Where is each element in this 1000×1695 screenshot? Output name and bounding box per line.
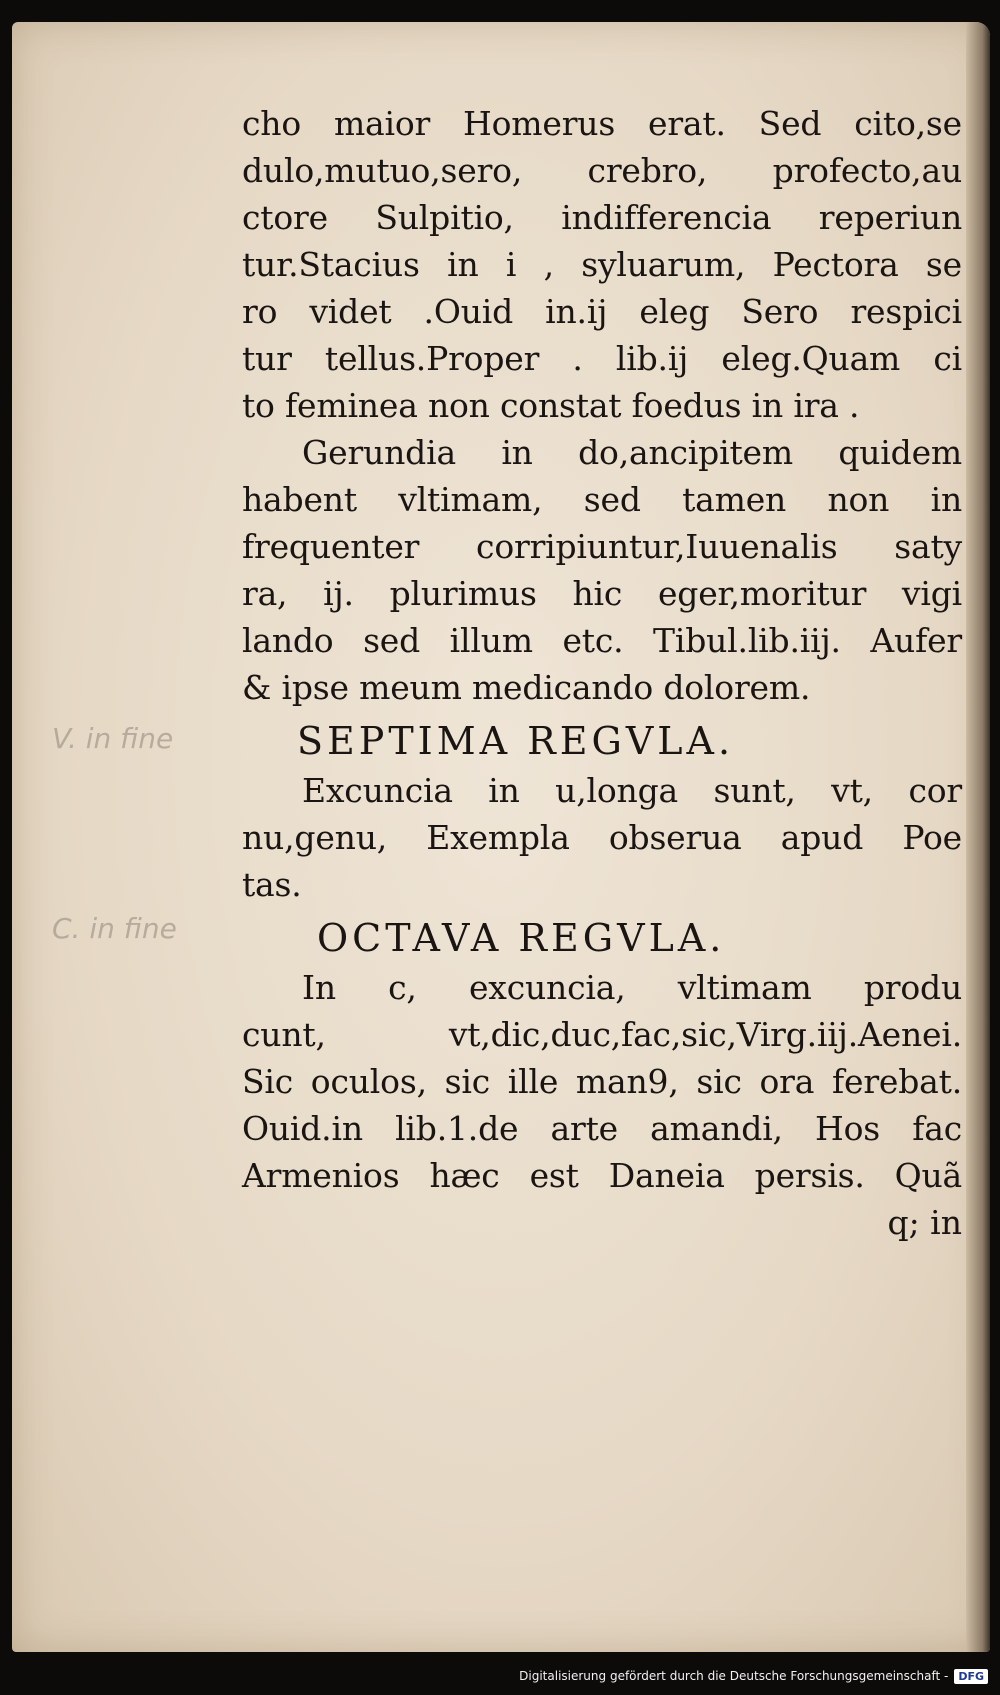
- text-line: tur.Stacius in i , syluarum, Pectora se: [242, 245, 962, 284]
- text-line: lando sed illum etc. Tibul.lib.iij. Aufer: [242, 621, 962, 660]
- text-line: Armenios hæc est Daneia persis. Quã: [242, 1156, 962, 1195]
- digitization-footer: [519, 1663, 988, 1689]
- page-edge: [966, 22, 990, 1652]
- text-line: Gerundia in do,ancipitem quidem: [302, 433, 962, 472]
- text-line: dulo,mutuo,sero, crebro, profecto,au: [242, 151, 962, 190]
- text-block: [242, 100, 962, 1246]
- text-line: habent vltimam, sed tamen non in: [242, 480, 962, 519]
- text-line: frequenter corripiuntur,Iuuenalis saty: [242, 527, 962, 566]
- dfg-logo-icon: DFG: [954, 1669, 988, 1684]
- section-heading-octava: OCTAVA REGVLA.: [317, 916, 726, 960]
- text-line: ctore Sulpitio, indifferencia reperiun: [242, 198, 962, 237]
- text-line: nu,genu, Exempla obserua apud Poe: [242, 818, 962, 857]
- text-line: cho maior Homerus erat. Sed cito,se: [242, 104, 962, 143]
- text-line: ra, ij. plurimus hic eger,moritur vigi: [242, 574, 962, 613]
- book-page: [12, 22, 990, 1652]
- text-line: ro videt .Ouid in.ij eleg Sero respici: [242, 292, 962, 331]
- margin-note-1: V. in fine: [52, 722, 174, 755]
- text-line: Ouid.in lib.1.de arte amandi, Hos fac: [242, 1109, 962, 1148]
- text-line: In c, excuncia, vltimam produ: [302, 968, 962, 1007]
- catchword: q; in: [887, 1203, 962, 1242]
- text-line: cunt, vt,dic,duc,fac,sic,Virg.iij.Aenei.: [242, 1015, 962, 1054]
- margin-note-2: C. in fine: [52, 912, 177, 945]
- text-line: tas.: [242, 865, 302, 904]
- footer-credit: Digitalisierung gefördert durch die Deutsche Forschungsgemeinschaft -: [519, 1669, 949, 1683]
- text-line: tur tellus.Proper . lib.ij eleg.Quam ci: [242, 339, 962, 378]
- section-heading-septima: SEPTIMA REGVLA.: [297, 719, 735, 763]
- text-line: Sic oculos, sic ille man9, sic ora ferebat.: [242, 1062, 962, 1101]
- text-line: & ipse meum medicando dolorem.: [242, 668, 811, 707]
- text-line: Excuncia in u,longa sunt, vt, cor: [302, 771, 962, 810]
- text-line: to feminea non constat foedus in ira .: [242, 386, 860, 425]
